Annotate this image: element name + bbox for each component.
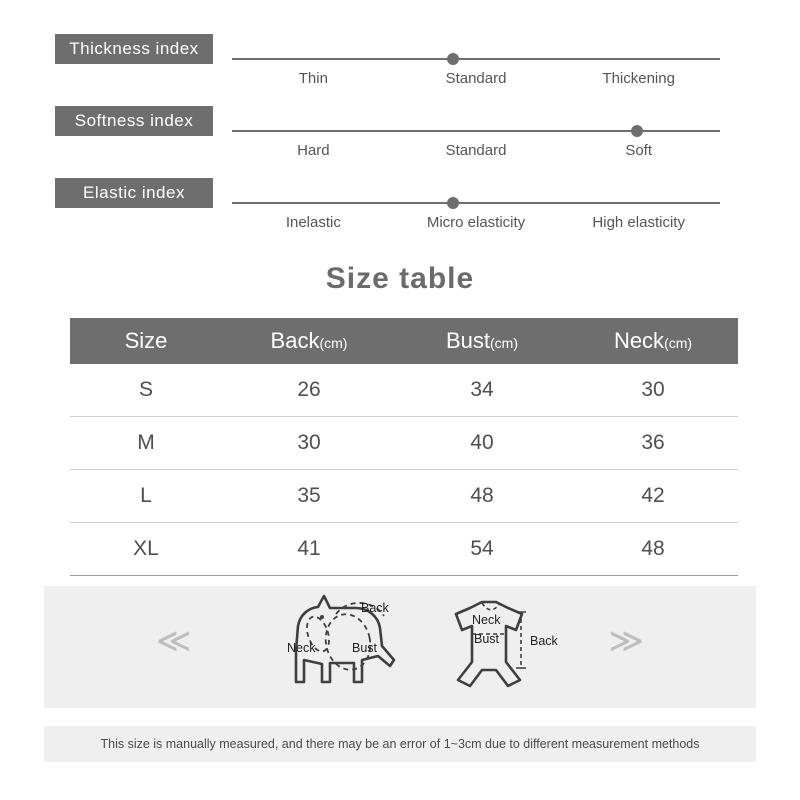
cell-back: 35 bbox=[222, 470, 396, 523]
measurement-diagram bbox=[244, 590, 604, 704]
column-header-unit: (cm) bbox=[319, 335, 348, 351]
column-header-label: Size bbox=[124, 328, 168, 353]
cell-bust: 40 bbox=[396, 417, 568, 470]
scale-tick: High elasticity bbox=[592, 214, 685, 231]
next-arrow-icon[interactable]: ≫ bbox=[608, 622, 644, 660]
index-label-softness: Softness index bbox=[55, 106, 213, 136]
index-row-elastic bbox=[0, 178, 800, 250]
column-header-label: Bust bbox=[445, 328, 491, 353]
column-header-label: Back bbox=[270, 328, 320, 353]
table-row bbox=[70, 523, 738, 576]
dog-bust-label: Bust bbox=[352, 641, 378, 655]
cell-back: 30 bbox=[222, 417, 396, 470]
measurement-illustration-band bbox=[44, 586, 756, 708]
dog-back-label: Back bbox=[361, 601, 389, 615]
scale-ticks-elastic bbox=[232, 214, 720, 231]
scale-tick: Inelastic bbox=[285, 214, 341, 231]
cell-neck: 48 bbox=[568, 523, 738, 576]
scale-tick: Standard bbox=[445, 142, 507, 159]
cell-bust: 34 bbox=[396, 364, 568, 417]
scale-ticks-thickness bbox=[232, 70, 720, 87]
garment-back-label: Back bbox=[530, 634, 558, 648]
measurement-note: This size is manually measured, and there may be an error of 1~3cm due to different measurement methods bbox=[44, 726, 756, 762]
index-row-thickness bbox=[0, 34, 800, 106]
index-section bbox=[0, 34, 800, 250]
page-title: Size table bbox=[325, 262, 475, 295]
table-row bbox=[70, 417, 738, 470]
table-header-row bbox=[70, 318, 738, 364]
table-row bbox=[70, 364, 738, 417]
scale-ticks-softness bbox=[232, 142, 720, 159]
cell-neck: 30 bbox=[568, 364, 738, 417]
scale-tick: Hard bbox=[297, 142, 330, 159]
scale-marker-thickness bbox=[447, 53, 459, 65]
size-table-body bbox=[70, 364, 738, 576]
column-header-neck bbox=[568, 318, 738, 364]
index-label-thickness: Thickness index bbox=[55, 34, 213, 64]
scale-marker-elastic bbox=[447, 197, 459, 209]
cell-size: S bbox=[70, 364, 222, 417]
cell-neck: 36 bbox=[568, 417, 738, 470]
cell-bust: 48 bbox=[396, 470, 568, 523]
size-table bbox=[70, 318, 738, 576]
scale-tick: Thin bbox=[298, 70, 328, 87]
dog-neck-label: Neck bbox=[287, 641, 316, 655]
scale-line bbox=[232, 130, 720, 132]
scale-line bbox=[232, 202, 720, 204]
cell-bust: 54 bbox=[396, 523, 568, 576]
scale-tick: Standard bbox=[445, 70, 507, 87]
table-row bbox=[70, 470, 738, 523]
column-header-unit: (cm) bbox=[490, 335, 519, 351]
column-header-unit: (cm) bbox=[664, 335, 693, 351]
index-row-softness bbox=[0, 106, 800, 178]
prev-arrow-icon[interactable]: ≪ bbox=[156, 622, 192, 660]
scale-marker-softness bbox=[631, 125, 643, 137]
column-header-label: Neck bbox=[613, 328, 665, 353]
size-table-header bbox=[70, 318, 738, 364]
cell-neck: 42 bbox=[568, 470, 738, 523]
cell-back: 41 bbox=[222, 523, 396, 576]
scale-tick: Soft bbox=[625, 142, 653, 159]
garment-bust-label: Bust bbox=[474, 632, 500, 646]
cell-back: 26 bbox=[222, 364, 396, 417]
cell-size: L bbox=[70, 470, 222, 523]
column-header-bust bbox=[396, 318, 568, 364]
index-label-elastic: Elastic index bbox=[55, 178, 213, 208]
cell-size: XL bbox=[70, 523, 222, 576]
scale-tick: Micro elasticity bbox=[426, 214, 526, 231]
cell-size: M bbox=[70, 417, 222, 470]
garment-neck-label: Neck bbox=[472, 613, 501, 627]
scale-tick: Thickening bbox=[602, 70, 675, 87]
column-header-back bbox=[222, 318, 396, 364]
size-table-wrapper bbox=[70, 318, 730, 576]
scale-line bbox=[232, 58, 720, 60]
column-header-size bbox=[70, 318, 222, 364]
